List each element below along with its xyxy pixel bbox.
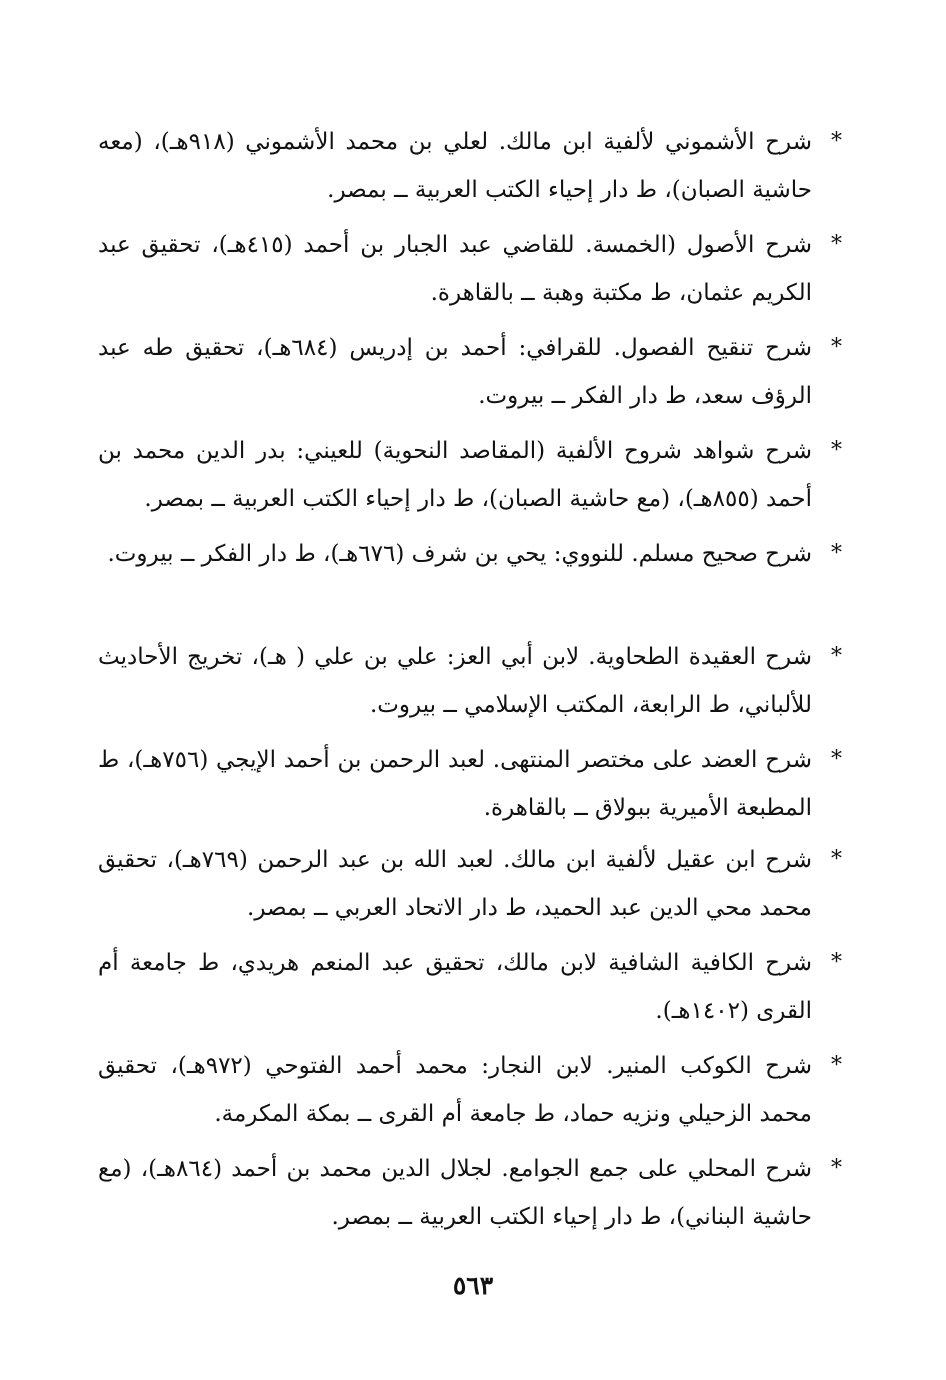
bibliography-entry (98, 939, 842, 1042)
asterisk-bullet-icon: * (831, 1053, 842, 1078)
entry-text: شرح الأصول (الخمسة. للقاضي عبد الجبار بن أحمد (٤١٥هـ)، تحقيق عبد الكريم عثمان، ط مكتبة وهبة ــ بالقاهرة. (98, 232, 812, 306)
bibliography-list (98, 118, 842, 1248)
entry-text: شرح ابن عقيل لألفية ابن مالك. لعبد الله بن عبد الرحمن (٧٦٩هـ)، تحقيق محمد محي الدين عبد الحميد، ط دار الاتحاد العربي ــ بمصر. (98, 847, 812, 921)
asterisk-bullet-icon: * (831, 335, 842, 360)
bibliography-entry (98, 736, 842, 836)
asterisk-bullet-icon: * (831, 1156, 842, 1181)
bibliography-entry (98, 633, 842, 736)
bibliography-entry (98, 427, 842, 530)
bibliography-entry (98, 1145, 842, 1248)
entry-text: شرح شواهد شروح الألفية (المقاصد النحوية) للعيني: بدر الدين محمد بن أحمد (٨٥٥هـ)، (مع حاشية الصبان)، ط دار إحياء الكتب العربية ــ بمصر. (98, 438, 812, 512)
asterisk-bullet-icon: * (831, 438, 842, 463)
asterisk-bullet-icon: * (831, 129, 842, 154)
entry-text: شرح الكافية الشافية لابن مالك، تحقيق عبد المنعم هريدي، ط جامعة أم القرى (١٤٠٢هـ). (98, 950, 812, 1024)
bibliography-entry (98, 836, 842, 939)
bibliography-entry (98, 221, 842, 324)
asterisk-bullet-icon: * (831, 644, 842, 669)
bibliography-entry (98, 530, 842, 633)
bibliography-entry (98, 1042, 842, 1145)
bibliography-entry (98, 118, 842, 221)
entry-text: شرح صحيح مسلم. للنووي: يحي بن شرف (٦٧٦هـ)، ط دار الفكر ــ بيروت. (107, 541, 812, 567)
entry-text: شرح العقيدة الطحاوية. لابن أبي العز: علي بن علي ( هـ)، تخريج الأحاديث للألباني، ط الرابعة، المكتب الإسلامي ــ بيروت. (98, 644, 812, 718)
asterisk-bullet-icon: * (831, 847, 842, 872)
asterisk-bullet-icon: * (831, 541, 842, 566)
asterisk-bullet-icon: * (831, 747, 842, 772)
asterisk-bullet-icon: * (831, 232, 842, 257)
page-number: ٥٦٣ (452, 1271, 494, 1300)
asterisk-bullet-icon: * (831, 950, 842, 975)
entry-text: شرح العضد على مختصر المنتهى. لعبد الرحمن بن أحمد الإيجي (٧٥٦هـ)، ط المطبعة الأميرية ببولاق ــ بالقاهرة. (98, 747, 812, 821)
entry-text: شرح تنقيح الفصول. للقرافي: أحمد بن إدريس (٦٨٤هـ)، تحقيق طه عبد الرؤف سعد، ط دار الفكر ــ بيروت. (98, 335, 812, 409)
entry-text: شرح الكوكب المنير. لابن النجار: محمد أحمد الفتوحي (٩٧٢هـ)، تحقيق محمد الزحيلي ونزيه حماد، ط جامعة أم القرى ــ بمكة المكرمة. (98, 1053, 812, 1127)
bibliography-entry (98, 324, 842, 427)
entry-text: شرح الأشموني لألفية ابن مالك. لعلي بن محمد الأشموني (٩١٨هـ)، (معه حاشية الصبان)، ط دار إحياء الكتب العربية ــ بمصر. (98, 129, 812, 203)
entry-text: شرح المحلي على جمع الجوامع. لجلال الدين محمد بن أحمد (٨٦٤هـ)، (مع حاشية البناني)، ط دار إحياء الكتب العربية ــ بمصر. (98, 1156, 813, 1230)
